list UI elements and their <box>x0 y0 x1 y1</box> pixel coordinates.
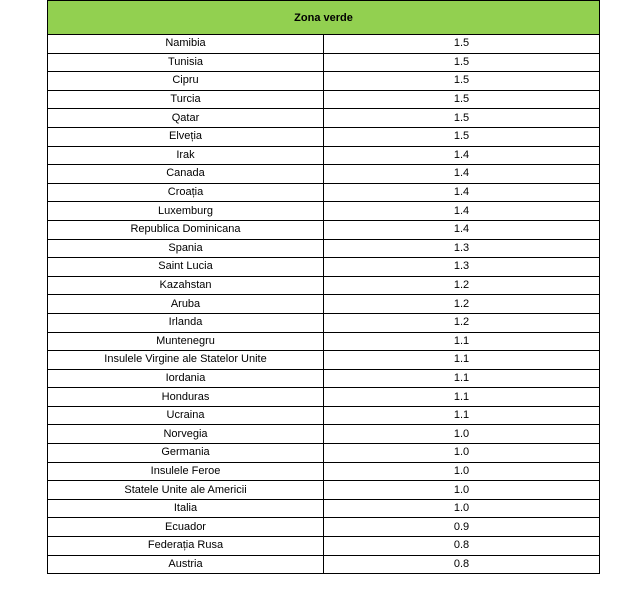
value-cell: 1.5 <box>324 35 600 54</box>
table-row <box>48 518 600 537</box>
country-cell: Aruba <box>48 295 324 314</box>
country-cell: Muntenegru <box>48 332 324 351</box>
country-cell: Irlanda <box>48 313 324 332</box>
value-cell: 1.2 <box>324 276 600 295</box>
country-cell: Tunisia <box>48 53 324 72</box>
country-cell: Irak <box>48 146 324 165</box>
zone-header: Zona verde <box>48 1 600 35</box>
value-cell: 1.4 <box>324 220 600 239</box>
value-cell: 0.9 <box>324 518 600 537</box>
country-cell: Ecuador <box>48 518 324 537</box>
country-cell: Luxemburg <box>48 202 324 221</box>
table-row <box>48 332 600 351</box>
value-cell: 1.1 <box>324 406 600 425</box>
table-row <box>48 295 600 314</box>
value-cell: 1.4 <box>324 202 600 221</box>
value-cell: 1.4 <box>324 183 600 202</box>
value-cell: 1.5 <box>324 53 600 72</box>
table-row <box>48 369 600 388</box>
table-body <box>48 35 600 574</box>
table-row <box>48 183 600 202</box>
value-cell: 1.0 <box>324 444 600 463</box>
value-cell: 1.1 <box>324 351 600 370</box>
table-row <box>48 90 600 109</box>
table-row <box>48 202 600 221</box>
table-row <box>48 276 600 295</box>
country-cell: Canada <box>48 165 324 184</box>
table-row <box>48 146 600 165</box>
country-cell: Qatar <box>48 109 324 128</box>
value-cell: 1.1 <box>324 369 600 388</box>
table-row <box>48 53 600 72</box>
table-row <box>48 388 600 407</box>
value-cell: 1.3 <box>324 258 600 277</box>
table-row <box>48 72 600 91</box>
country-cell: Kazahstan <box>48 276 324 295</box>
country-cell: Elveția <box>48 127 324 146</box>
value-cell: 1.4 <box>324 146 600 165</box>
country-cell: Honduras <box>48 388 324 407</box>
country-cell: Croația <box>48 183 324 202</box>
table-row <box>48 127 600 146</box>
value-cell: 1.0 <box>324 462 600 481</box>
country-cell: Iordania <box>48 369 324 388</box>
country-cell: Germania <box>48 444 324 463</box>
table-row <box>48 220 600 239</box>
country-cell: Italia <box>48 499 324 518</box>
country-cell: Federația Rusa <box>48 537 324 556</box>
value-cell: 1.0 <box>324 425 600 444</box>
table-row <box>48 425 600 444</box>
country-cell: Ucraina <box>48 406 324 425</box>
value-cell: 1.2 <box>324 295 600 314</box>
value-cell: 1.4 <box>324 165 600 184</box>
table-row <box>48 313 600 332</box>
table-row <box>48 444 600 463</box>
value-cell: 0.8 <box>324 555 600 574</box>
table-row <box>48 481 600 500</box>
table-row <box>48 258 600 277</box>
value-cell: 1.0 <box>324 499 600 518</box>
table-row <box>48 109 600 128</box>
country-cell: Cipru <box>48 72 324 91</box>
table-row <box>48 35 600 54</box>
value-cell: 1.5 <box>324 90 600 109</box>
value-cell: 1.5 <box>324 109 600 128</box>
value-cell: 1.5 <box>324 127 600 146</box>
value-cell: 1.3 <box>324 239 600 258</box>
table-header-row <box>48 1 600 35</box>
country-cell: Namibia <box>48 35 324 54</box>
country-cell: Spania <box>48 239 324 258</box>
country-cell: Insulele Virgine ale Statelor Unite <box>48 351 324 370</box>
value-cell: 1.1 <box>324 388 600 407</box>
green-zone-table <box>47 0 600 574</box>
country-cell: Republica Dominicana <box>48 220 324 239</box>
value-cell: 1.5 <box>324 72 600 91</box>
table-row <box>48 165 600 184</box>
value-cell: 0.8 <box>324 537 600 556</box>
country-cell: Austria <box>48 555 324 574</box>
country-cell: Saint Lucia <box>48 258 324 277</box>
value-cell: 1.2 <box>324 313 600 332</box>
country-cell: Turcia <box>48 90 324 109</box>
table-row <box>48 406 600 425</box>
table-row <box>48 499 600 518</box>
country-cell: Insulele Feroe <box>48 462 324 481</box>
table-row <box>48 351 600 370</box>
country-cell: Norvegia <box>48 425 324 444</box>
value-cell: 1.0 <box>324 481 600 500</box>
value-cell: 1.1 <box>324 332 600 351</box>
country-cell: Statele Unite ale Americii <box>48 481 324 500</box>
table-row <box>48 537 600 556</box>
table-row <box>48 555 600 574</box>
table-row <box>48 239 600 258</box>
table-row <box>48 462 600 481</box>
